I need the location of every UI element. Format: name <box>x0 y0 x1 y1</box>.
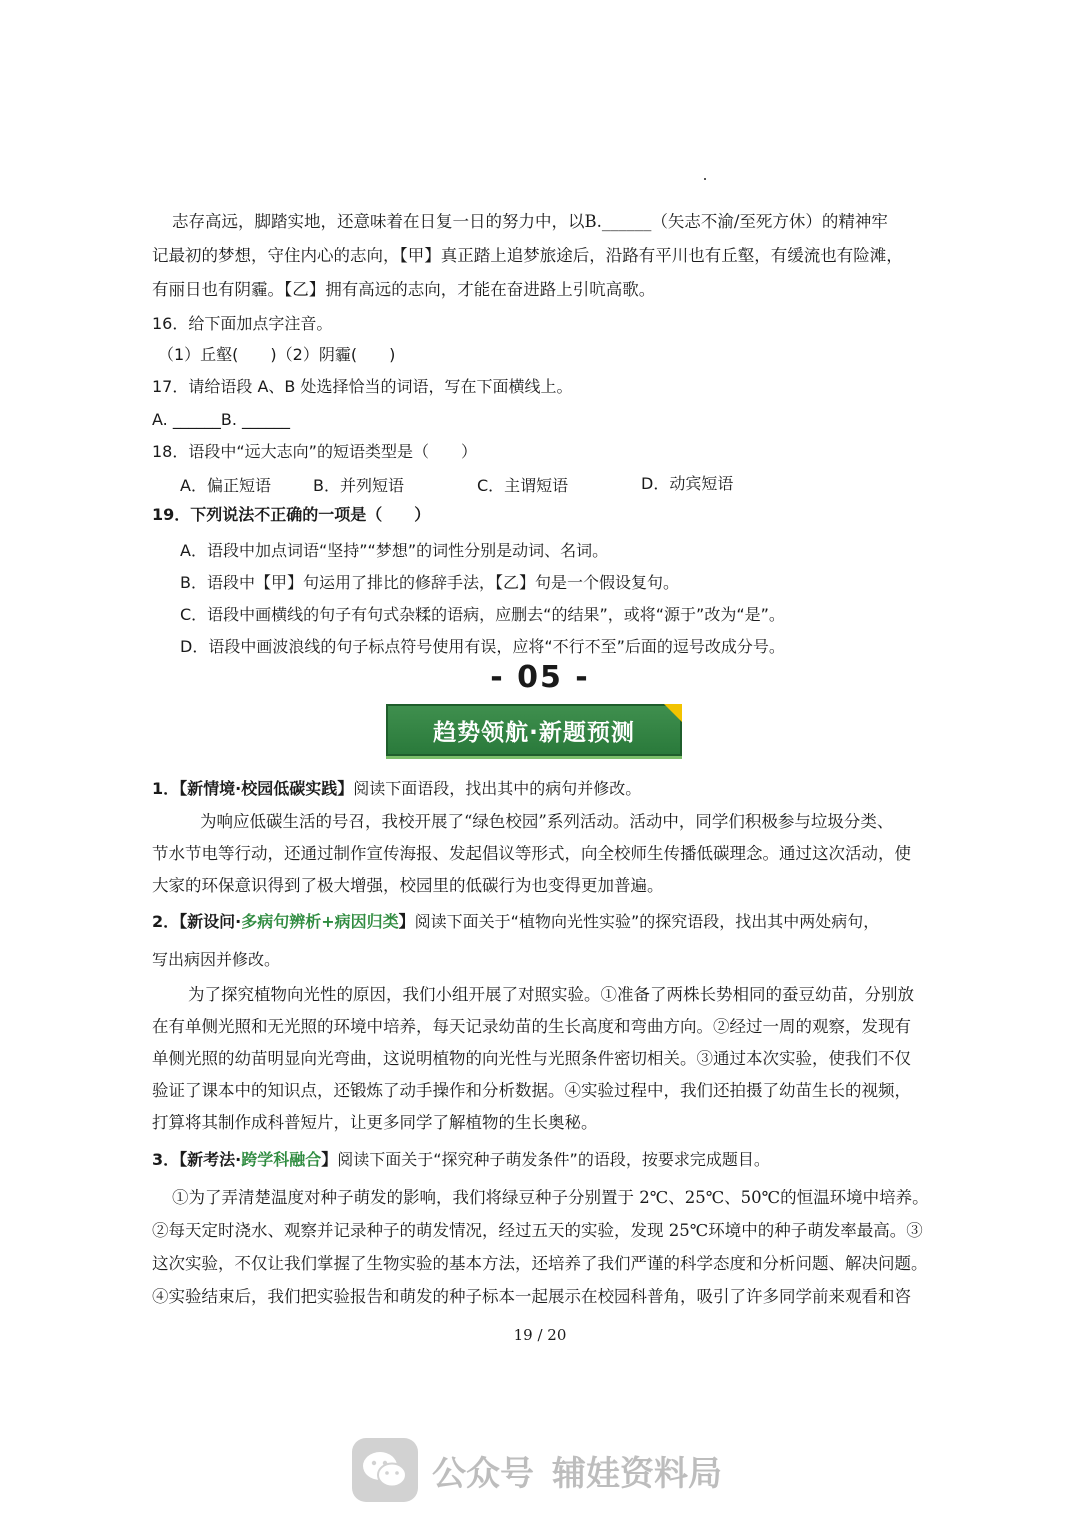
p2-number: 2． <box>152 912 180 931</box>
p2-tag-close: 】 <box>398 912 415 931</box>
p3-tag-highlight: 跨学科融合 <box>241 1150 322 1169</box>
passage-line-1: 志存高远，脚踏实地，还意味着在日复一日的努力中，以B.______（矢志不渝/至死方休）的精神牢 <box>172 212 888 231</box>
watermark-label: 公众号 <box>432 1453 534 1494</box>
q19-stem: 19．下列说法不正确的一项是（ ） <box>152 505 431 524</box>
wechat-bubbles-icon <box>352 1438 418 1502</box>
p2-line-1: 为了探究植物向光性的原因，我们小组开展了对照实验。①准备了两株长势相同的蚕豆幼苗，分别放 <box>188 985 914 1004</box>
q19-option-b: B．语段中【甲】句运用了排比的修辞手法，【乙】句是一个假设复句。 <box>180 573 679 592</box>
p3-tag-open: 【新考法· <box>179 1150 242 1169</box>
p2-stem: 阅读下面关于“植物向光性实验”的探究语段，找出其中两处病句， <box>414 912 880 931</box>
q17-answer-line: A. ______B. ______ <box>152 410 290 429</box>
section-banner <box>386 704 682 756</box>
passage-line-2: 记最初的梦想，守住内心的志向，【甲】真正踏上追梦旅途后，沿路有平川也有丘壑，有缓流也有险滩， <box>152 246 903 265</box>
q17-stem: 17．请给语段 A、B 处选择恰当的词语，写在下面横线上。 <box>152 377 573 396</box>
section-banner-title: 趋势领航·新题预测 <box>433 719 635 746</box>
passage-line-3: 有丽日也有阴霾。【乙】拥有高远的志向，才能在奋进路上引吭高歌。 <box>152 280 656 299</box>
q18-option-d: D．动宾短语 <box>641 474 734 493</box>
p2-tag-open: 【新设问· <box>179 912 242 931</box>
watermark-name: 辅娃资料局 <box>552 1453 722 1494</box>
wechat-icon <box>352 1438 418 1502</box>
section-number: - 05 - <box>490 660 590 695</box>
p2-stem-2: 写出病因并修改。 <box>152 950 281 969</box>
p3-line-2: ②每天定时浇水、观察并记录种子的萌发情况，经过五天的实验，发现 25℃环境中的种子萌发率最高。③ <box>152 1221 923 1240</box>
q16-stem: 16．给下面加点字注音。 <box>152 314 333 333</box>
p2-tag-highlight: 多病句辨析+病因归类 <box>241 912 399 931</box>
p3-line-3: 这次实验，不仅让我们掌握了生物实验的基本方法，还培养了我们严谨的科学态度和分析问题、解决问题。 <box>152 1254 928 1273</box>
p3-tag-close: 】 <box>321 1150 338 1169</box>
page-number: 19 / 20 <box>513 1326 567 1344</box>
q19-option-a: A．语段中加点词语“坚持”“梦想”的词性分别是动词、名词。 <box>180 541 609 560</box>
p1-line-2: 节水节电等行动，还通过制作宣传海报、发起倡议等形式，向全校师生传播低碳理念。通过这次活动，使 <box>152 844 911 863</box>
p2-line-3: 单侧光照的幼苗明显向光弯曲，这说明植物的向光性与光照条件密切相关。③通过本次实验，使我们不仅 <box>152 1049 911 1068</box>
p2-line-5: 打算将其制作成科普短片，让更多同学了解植物的生长奥秘。 <box>152 1113 598 1132</box>
p2-line-2: 在有单侧光照和无光照的环境中培养，每天记录幼苗的生长高度和弯曲方向。②经过一周的观察，发现有 <box>152 1017 911 1036</box>
p1-line-3: 大家的环保意识得到了极大增强，校园里的低碳行为也变得更加普遍。 <box>152 876 664 895</box>
watermark <box>352 1438 722 1502</box>
p1-number: 1． <box>152 779 180 798</box>
q18-option-b: B．并列短语 <box>313 476 404 495</box>
p3-line-4: ④实验结束后，我们把实验报告和萌发的种子标本一起展示在校园科普角，吸引了许多同学前来观看和咨 <box>152 1287 911 1306</box>
q19-option-d: D．语段中画波浪线的句子标点符号使用有误，应将“不行不至”后面的逗号改成分号。 <box>180 637 785 656</box>
p3-stem-row <box>152 1150 932 1170</box>
p3-line-1: ①为了弄清楚温度对种子萌发的影响，我们将绿豆种子分别置于 2℃、25℃、50℃的恒温环境中培养。 <box>172 1188 929 1207</box>
q18-stem: 18．语段中“远大志向”的短语类型是（ ） <box>152 442 477 461</box>
p1-line-1: 为响应低碳生活的号召，我校开展了“绿色校园”系列活动。活动中，同学们积极参与垃圾分类、 <box>200 812 894 831</box>
p2-stem-row <box>152 912 932 932</box>
q18-option-c: C．主谓短语 <box>477 476 569 495</box>
q16-line: （1）丘壑( )（2）阴霾( ) <box>158 345 396 364</box>
q18-option-a: A．偏正短语 <box>180 476 271 495</box>
p3-number: 3． <box>152 1150 180 1169</box>
p1-stem-row <box>152 779 932 799</box>
q19-option-c: C．语段中画横线的句子有句式杂糅的语病，应删去“的结果”，或将“源于”改为“是”。 <box>180 605 785 624</box>
p2-line-4: 验证了课本中的知识点，还锻炼了动手操作和分析数据。④实验过程中，我们还拍摄了幼苗生长的视频， <box>152 1081 911 1100</box>
p1-tag: 【新情境·校园低碳实践】 <box>179 779 354 798</box>
p3-stem: 阅读下面关于“探究种子萌发条件”的语段，按要求完成题目。 <box>337 1150 770 1169</box>
p1-stem: 阅读下面语段，找出其中的病句并修改。 <box>353 779 642 798</box>
stray-mark <box>704 178 706 180</box>
